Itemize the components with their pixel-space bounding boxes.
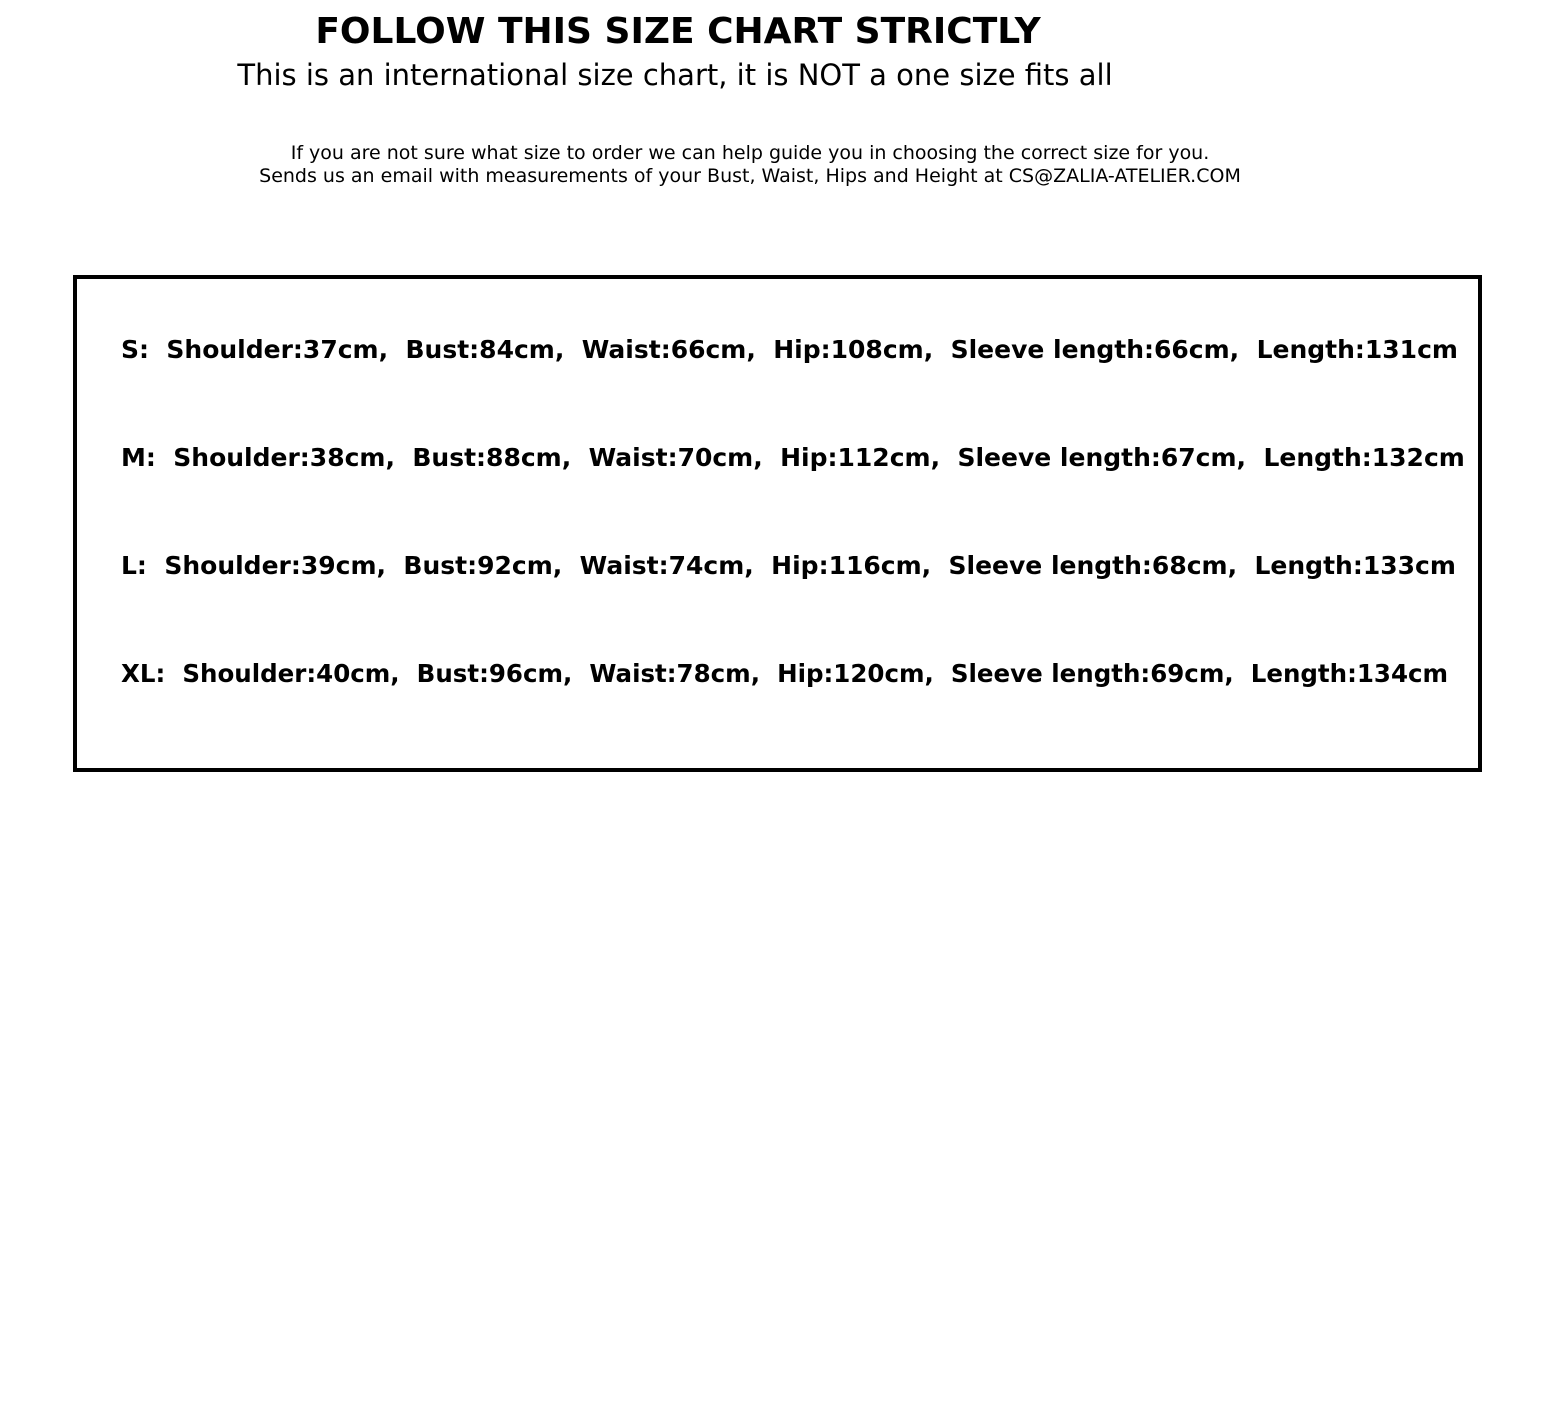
help-note-line-2: Sends us an email with measurements of your Bust, Waist, Hips and Height at CS@ZALIA-ATELIER.COM xyxy=(259,165,1241,187)
size-chart-box xyxy=(73,275,1482,772)
help-note-line-1: If you are not sure what size to order we can help guide you in choosing the correct size for you. xyxy=(290,142,1210,164)
size-row-l: L: Shoulder:39cm, Bust:92cm, Waist:74cm, Hip:116cm, Sleeve length:68cm, Length:133cm xyxy=(121,551,1456,580)
size-row-xl: XL: Shoulder:40cm, Bust:96cm, Waist:78cm, Hip:120cm, Sleeve length:69cm, Length:134cm xyxy=(121,659,1449,688)
page-subtitle: This is an international size chart, it is NOT a one size fits all xyxy=(237,58,1113,92)
size-row-m: M: Shoulder:38cm, Bust:88cm, Waist:70cm, Hip:112cm, Sleeve length:67cm, Length:132cm xyxy=(121,443,1465,472)
page-title: FOLLOW THIS SIZE CHART STRICTLY xyxy=(315,11,1041,52)
size-row-s: S: Shoulder:37cm, Bust:84cm, Waist:66cm, Hip:108cm, Sleeve length:66cm, Length:131cm xyxy=(121,335,1458,364)
